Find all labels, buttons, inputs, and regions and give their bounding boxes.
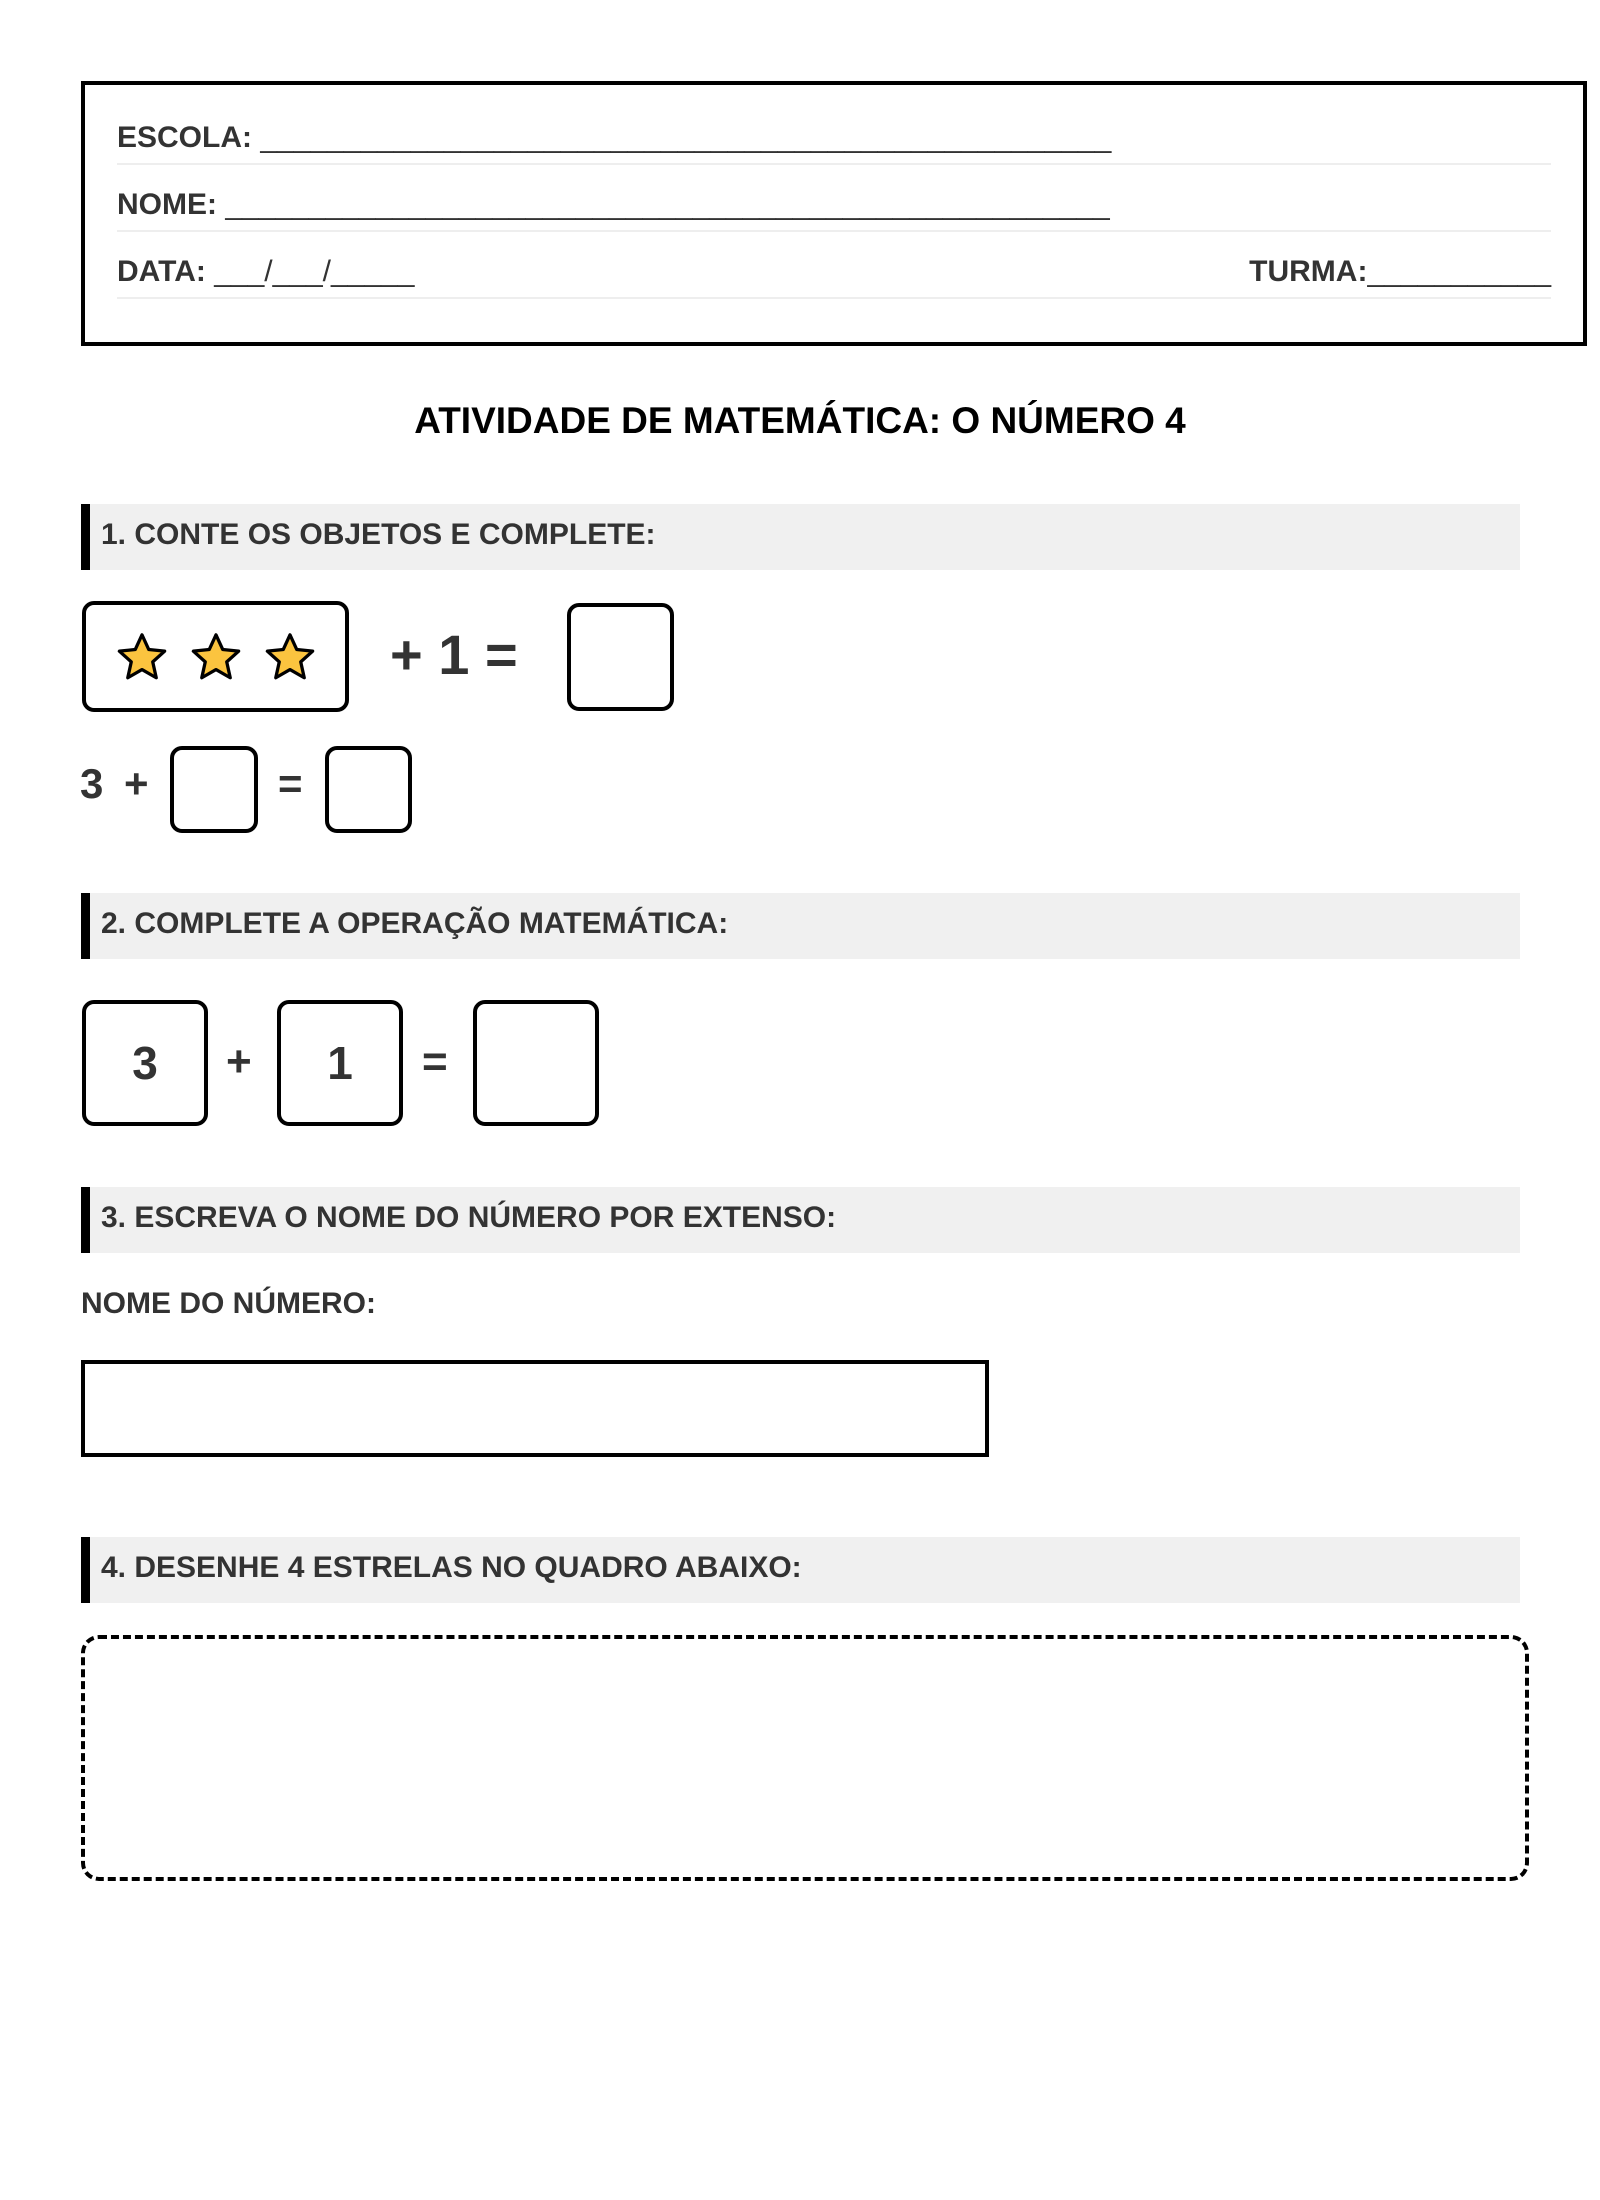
page-title: ATIVIDADE DE MATEMÁTICA: O NÚMERO 4 <box>414 400 1186 441</box>
class-label: TURMA: <box>1249 255 1368 288</box>
operand-2-box: 1 <box>277 1000 403 1126</box>
operand-1-box: 3 <box>82 1000 208 1126</box>
section-2-heading <box>81 893 1520 959</box>
section-4-heading-text: 4. DESENHE 4 ESTRELAS NO QUADRO ABAIXO: <box>101 1551 802 1584</box>
row2-first-number: 3 <box>80 760 104 807</box>
section-1-heading <box>81 504 1520 570</box>
answer-box-1[interactable] <box>567 603 674 711</box>
date-field[interactable]: ___/___/_____ <box>214 255 415 288</box>
star-icon <box>188 629 244 685</box>
date-label: DATA: <box>117 255 206 288</box>
answer-box-sum[interactable] <box>325 746 412 833</box>
row2-plus: + <box>124 760 149 807</box>
student-info-box <box>81 81 1587 346</box>
name-field[interactable]: _____________________________________________________ <box>225 188 1110 221</box>
star-icon <box>114 629 170 685</box>
answer-box-addend[interactable] <box>170 746 258 833</box>
section-4-heading <box>81 1537 1520 1603</box>
school-label: ESCOLA: <box>117 121 252 154</box>
date-class-row <box>117 231 1551 299</box>
star-icon <box>262 629 318 685</box>
operation-plus: + <box>226 1037 252 1086</box>
number-name-input[interactable] <box>81 1360 989 1457</box>
star-group-box <box>82 601 349 712</box>
result-box[interactable] <box>473 1000 599 1126</box>
class-field[interactable]: ___________ <box>1367 255 1551 288</box>
name-row <box>117 164 1551 232</box>
number-name-label: NOME DO NÚMERO: <box>81 1287 376 1320</box>
row2-equals: = <box>278 760 303 807</box>
school-row <box>117 97 1551 165</box>
section-3-heading <box>81 1187 1520 1253</box>
drawing-area[interactable] <box>81 1635 1529 1881</box>
section-2-heading-text: 2. COMPLETE A OPERAÇÃO MATEMÁTICA: <box>101 907 729 940</box>
name-label: NOME: <box>117 188 217 221</box>
section-3-heading-text: 3. ESCREVA O NOME DO NÚMERO POR EXTENSO: <box>101 1201 837 1234</box>
operation-equals: = <box>422 1037 448 1086</box>
section-1-heading-text: 1. CONTE OS OBJETOS E COMPLETE: <box>101 518 656 551</box>
school-field[interactable]: ___________________________________________________ <box>260 121 1112 154</box>
plus-one-equals: + 1 = <box>390 623 518 686</box>
